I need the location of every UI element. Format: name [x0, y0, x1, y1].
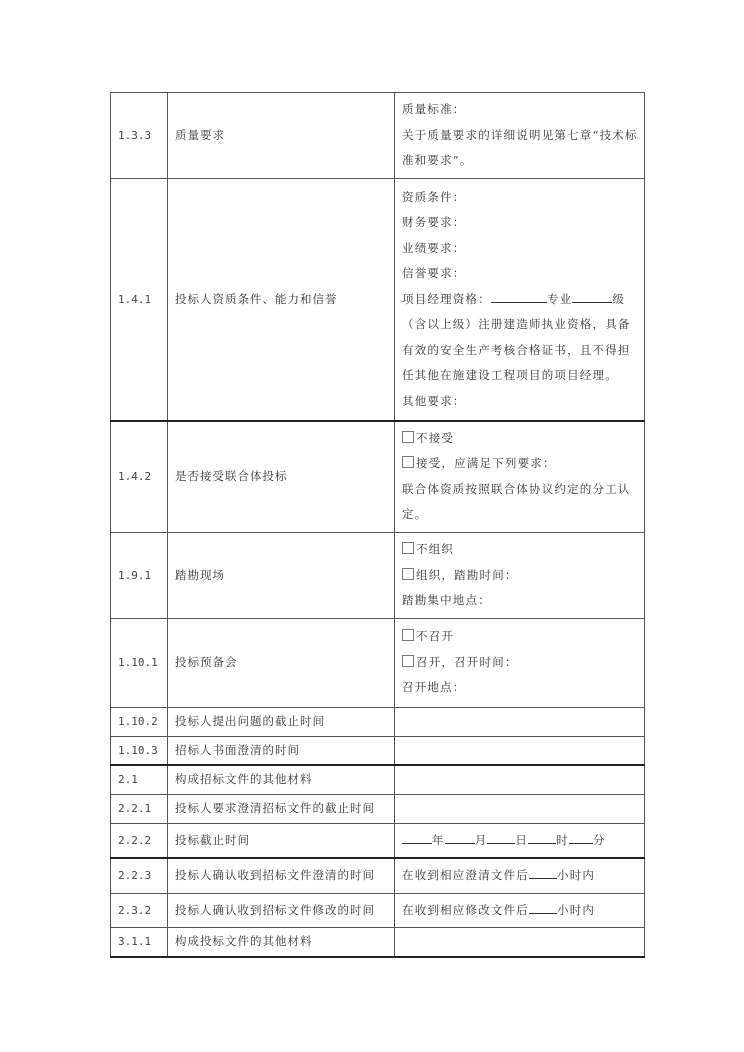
clause-title: 投标人确认收到招标文件修改的时间 [168, 893, 395, 928]
clause-number: 1.4.2 [111, 421, 168, 533]
pm-qualification [402, 287, 638, 313]
pm-level-label: 级 [612, 291, 626, 306]
clause-number: 1.4.1 [111, 179, 168, 421]
clause-title: 是否接受联合体投标 [168, 421, 395, 533]
pm-level-field[interactable] [572, 290, 612, 303]
table-row [111, 928, 645, 957]
clause-title: 构成招标文件的其他材料 [168, 765, 395, 794]
hours-prefix: 在收到相应修改文件后 [402, 902, 529, 917]
clause-number: 1.9.1 [111, 533, 168, 619]
clause-title: 投标人要求澄清招标文件的截止时间 [168, 794, 395, 823]
clause-title: 投标人提出问题的截止时间 [168, 707, 395, 736]
clause-title: 构成投标文件的其他材料 [168, 928, 395, 957]
table-row [111, 93, 645, 179]
clause-content [395, 179, 645, 421]
checkbox[interactable] [402, 542, 414, 554]
table-row [111, 179, 645, 421]
option-organize[interactable] [402, 563, 638, 589]
table-row [111, 421, 645, 533]
qualification-condition: 资质条件： [402, 189, 466, 204]
meeting-place: 召开地点： [402, 680, 466, 695]
checkbox[interactable] [402, 456, 414, 468]
hours-prefix: 在收到相应澄清文件后 [402, 868, 529, 882]
table-row [111, 858, 645, 893]
clause-content[interactable] [395, 765, 645, 794]
clause-number: 2.2.2 [111, 823, 168, 858]
option-not-accept[interactable] [402, 426, 638, 452]
clause-title: 招标人书面澄清的时间 [168, 736, 395, 765]
table-row [111, 823, 645, 858]
day-field[interactable] [487, 831, 515, 844]
table-row [111, 707, 645, 736]
option-accept[interactable] [402, 451, 638, 477]
performance-requirement: 业绩要求： [402, 240, 466, 255]
clause-title: 投标截止时间 [168, 823, 395, 858]
checkbox[interactable] [402, 431, 414, 443]
option-label: 召开，召开时间： [416, 654, 518, 669]
pm-major-field[interactable] [491, 290, 547, 303]
year-field[interactable] [402, 831, 432, 844]
checkbox[interactable] [402, 655, 414, 667]
clause-content [395, 893, 645, 928]
option-label: 不组织 [416, 542, 455, 556]
option-label: 不接受 [416, 430, 455, 445]
option-label: 组织，踏勘时间： [416, 567, 518, 582]
option-label: 接受，应满足下列要求： [416, 456, 556, 471]
clause-number: 3.1.1 [111, 928, 168, 957]
clause-content[interactable] [395, 928, 645, 957]
clause-content[interactable] [395, 707, 645, 736]
clause-number: 1.3.3 [111, 93, 168, 179]
other-requirement: 其他要求： [402, 393, 466, 408]
hours-line [402, 898, 638, 924]
minute-label: 分 [592, 832, 606, 847]
table-row [111, 533, 645, 619]
pm-qualification-label: 项目经理资格： [402, 291, 491, 306]
day-label: 日 [515, 832, 529, 847]
table-row [111, 794, 645, 823]
clause-content [395, 533, 645, 619]
clause-title: 投标预备会 [168, 618, 395, 707]
clause-content [395, 858, 645, 893]
table-row [111, 736, 645, 765]
pm-qualification-detail: （含以上级）注册建造师执业资格，具备有效的安全生产考核合格证书，且不得担任其他在施建设工程项目的项目经理。 [402, 317, 631, 382]
clause-content [395, 93, 645, 179]
clause-number: 2.2.3 [111, 858, 168, 893]
year-label: 年 [432, 832, 445, 847]
clause-number: 2.3.2 [111, 893, 168, 928]
clause-title: 质量要求 [168, 93, 395, 179]
hour-label: 时 [556, 832, 569, 847]
clause-number: 1.10.3 [111, 736, 168, 765]
datetime-line [402, 828, 638, 854]
clause-number: 2.2.1 [111, 794, 168, 823]
table-row [111, 765, 645, 794]
table-row [111, 893, 645, 928]
deadline-datetime [395, 823, 645, 858]
clause-content[interactable] [395, 736, 645, 765]
month-field[interactable] [445, 831, 475, 844]
hour-field[interactable] [528, 831, 556, 844]
hours-field[interactable] [529, 866, 557, 879]
clause-number: 2.1 [111, 765, 168, 794]
clause-content [395, 421, 645, 533]
minute-field[interactable] [569, 831, 593, 844]
quality-standard: 质量标准： [402, 102, 466, 117]
clause-content[interactable] [395, 794, 645, 823]
clause-title: 投标人确认收到招标文件澄清的时间 [168, 858, 395, 893]
option-not-organize[interactable] [402, 537, 638, 563]
option-hold[interactable] [402, 650, 638, 676]
site-visit-place: 踏勘集中地点： [402, 593, 491, 607]
option-not-hold[interactable] [402, 624, 638, 650]
pm-major-label: 专业 [546, 291, 573, 306]
clause-number: 1.10.2 [111, 707, 168, 736]
hours-suffix: 小时内 [557, 868, 596, 882]
clause-title: 踏勘现场 [168, 533, 395, 619]
bid-data-table [110, 92, 645, 958]
credit-requirement: 信誉要求： [402, 266, 466, 280]
consortium-note: 联合体资质按照联合体协议约定的分工认定。 [402, 481, 631, 522]
clause-content [395, 618, 645, 707]
checkbox[interactable] [402, 629, 414, 641]
hours-line [402, 863, 638, 889]
hours-suffix: 小时内 [557, 902, 596, 917]
hours-field[interactable] [529, 901, 557, 914]
option-label: 不召开 [416, 629, 455, 644]
clause-number: 1.10.1 [111, 618, 168, 707]
quality-note: 关于质量要求的详细说明见第七章“技术标准和要求”。 [402, 127, 638, 168]
table-row [111, 618, 645, 707]
clause-title: 投标人资质条件、能力和信誉 [168, 179, 395, 421]
month-label: 月 [474, 832, 488, 847]
checkbox[interactable] [402, 568, 414, 580]
financial-requirement: 财务要求： [402, 215, 466, 229]
